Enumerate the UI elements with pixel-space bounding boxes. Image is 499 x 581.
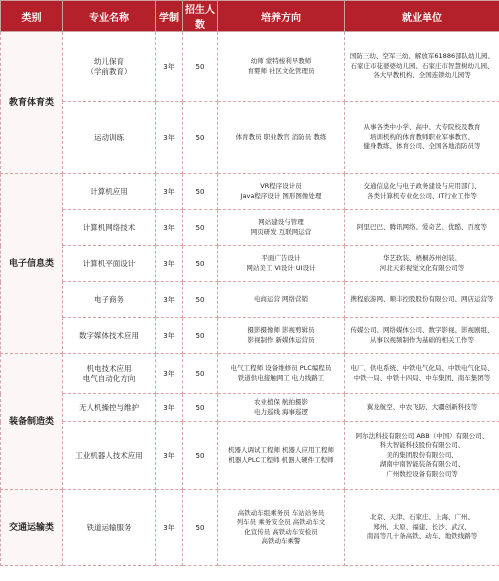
text-line: 阿里巴巴、腾讯网络、爱奇艺、优酷、百度等 xyxy=(357,222,487,231)
direction-cell xyxy=(218,32,345,102)
text-line: 健身教练、体育公司、全国各地消防员等 xyxy=(363,142,481,151)
text-line: 网页研发 互联网运营 xyxy=(250,227,312,236)
table-row xyxy=(1,102,499,174)
text-line: 高铁动车乘警 xyxy=(261,537,301,545)
major-cell xyxy=(63,174,156,210)
text-line: 各大早教机构、全国连锁幼儿园等 xyxy=(373,71,471,80)
employers-cell xyxy=(345,490,499,566)
text-line: 从事以视频制作为基础的相关工作等 xyxy=(370,335,474,344)
years-cell: 3年 xyxy=(156,394,183,422)
years-cell: 3年 xyxy=(156,210,183,246)
years-cell: 3年 xyxy=(156,102,183,174)
direction-cell xyxy=(218,246,345,282)
header-row xyxy=(1,1,499,32)
text-line: 从事各类中小学、高中、大专院校及教育 xyxy=(363,123,481,132)
years-cell: 3年 xyxy=(156,490,183,566)
table-row xyxy=(1,246,499,282)
text-line: 北京、天津、石家庄、上海、广州、 xyxy=(370,513,474,522)
table-row xyxy=(1,490,499,566)
count-cell: 50 xyxy=(183,174,218,210)
text-line: Java程序设计 图形图像处理 xyxy=(240,191,322,200)
employers-cell xyxy=(345,174,499,210)
category-cell: 交通运输类 xyxy=(1,490,63,566)
table-row xyxy=(1,394,499,422)
table-row xyxy=(1,210,499,246)
text-line: 机电技术应用 xyxy=(86,363,132,373)
major-cell xyxy=(63,422,156,490)
employers-cell xyxy=(345,32,499,102)
text-line: 无人机操控与维护 xyxy=(79,402,139,412)
count-cell: 50 xyxy=(183,32,218,102)
text-line: 华艺软装、梧桐苏州创装、 xyxy=(383,254,461,262)
text-line: 河北天彩视觉文化有限公司等 xyxy=(379,263,465,272)
employers-cell xyxy=(345,246,499,282)
years-cell: 3年 xyxy=(156,422,183,490)
major-cell xyxy=(63,394,156,422)
text-line: 机器人PLC工程师 机器人硬件工程师 xyxy=(228,455,334,464)
direction-cell xyxy=(218,490,345,566)
direction-cell xyxy=(218,318,345,354)
employers-cell xyxy=(345,394,499,422)
text-line: 电气工程师 设备维修员 PLC编程员 xyxy=(230,364,332,372)
years-cell: 3年 xyxy=(156,354,183,394)
direction-cell xyxy=(218,174,345,210)
direction-cell xyxy=(218,282,345,318)
text-line: 科大智能科技股份有限公司、 xyxy=(379,441,465,450)
text-line: 计算机平面设计 xyxy=(82,258,136,268)
table-row xyxy=(1,282,499,318)
table-row xyxy=(1,354,499,394)
text-line: 交通信息化与电子政务建设与应用部门、 xyxy=(363,182,481,190)
direction-cell xyxy=(218,354,345,394)
category-cell: 教育体育类 xyxy=(1,32,63,174)
count-cell: 50 xyxy=(183,210,218,246)
text-line: 传媒公司、网络媒体公司、数字影视、影视剧组、 xyxy=(350,326,494,334)
text-line: 电商运营 网络营销 xyxy=(253,294,309,303)
text-line: 中铁一局、中铁十四局、中车集团、南车集团等 xyxy=(353,373,491,382)
category-cell: 装备制造类 xyxy=(1,354,63,490)
employers-cell xyxy=(345,354,499,394)
count-cell: 50 xyxy=(183,394,218,422)
text-line: 电厂、供电系统、中铁电气化局、中铁电气化局、 xyxy=(350,364,494,372)
employers-cell xyxy=(345,282,499,318)
count-cell: 50 xyxy=(183,246,218,282)
major-cell xyxy=(63,102,156,174)
employers-cell xyxy=(345,318,499,354)
text-line: 阿尔法科技有限公司 ABB（中国）有限公司、 xyxy=(355,431,489,440)
count-cell: 50 xyxy=(183,102,218,174)
table-row xyxy=(1,32,499,102)
text-line: 平面广告设计 xyxy=(261,254,301,262)
count-cell: 50 xyxy=(183,282,218,318)
table-row xyxy=(1,422,499,490)
table-row xyxy=(1,318,499,354)
table-body xyxy=(1,32,499,566)
text-line: VR程序设计员 xyxy=(260,182,302,190)
major-cell xyxy=(63,354,156,394)
years-cell: 3年 xyxy=(156,246,183,282)
count-cell: 50 xyxy=(183,318,218,354)
direction-cell xyxy=(218,102,345,174)
table-row xyxy=(1,174,499,210)
text-line: 各类计算机专业化公司、IT行业工作等 xyxy=(367,191,477,200)
header-employers: 就业单位 xyxy=(345,1,499,32)
years-cell: 3年 xyxy=(156,32,183,102)
text-line: 计算机网络技术 xyxy=(82,222,136,232)
text-line: 南昌等几十条高铁、动车、地铁线路等 xyxy=(366,532,478,541)
text-line: 石家庄市花婆婆幼儿园、石家庄市智慧树幼儿园、 xyxy=(350,61,494,70)
major-cell xyxy=(63,490,156,566)
count-cell: 50 xyxy=(183,354,218,394)
major-cell xyxy=(63,282,156,318)
major-cell xyxy=(63,210,156,246)
employers-cell xyxy=(345,102,499,174)
text-line: 体育教员 职业教官 消防员 教练 xyxy=(235,132,327,141)
text-line: 化宣传员 高铁动车安检员 xyxy=(244,527,318,536)
header-category: 类别 xyxy=(1,1,63,32)
text-line: 计算机应用 xyxy=(90,186,128,196)
text-line: 网站建设与管理 xyxy=(258,218,304,226)
employers-cell xyxy=(345,422,499,490)
text-line: （学前教育） xyxy=(86,66,132,76)
text-line: 运动训练 xyxy=(94,132,124,142)
text-line: 机器人调试工程师 机器人应用工程师 xyxy=(227,446,335,454)
count-cell: 50 xyxy=(183,422,218,490)
direction-cell xyxy=(218,422,345,490)
years-cell: 3年 xyxy=(156,174,183,210)
text-line: 工业机器人技术应用 xyxy=(75,450,143,460)
header-direction: 培养方向 xyxy=(218,1,345,32)
text-line: 农业植保 航拍摄影 xyxy=(253,398,309,406)
text-line: 列车员 乘务安全员 高铁动车文 xyxy=(236,518,326,526)
category-cell: 电子信息类 xyxy=(1,174,63,354)
text-line: 电子商务 xyxy=(94,294,124,304)
text-line: 培训机构的体育教师职业军事教官、 xyxy=(370,132,474,141)
years-cell: 3年 xyxy=(156,318,183,354)
text-line: 幼儿保育 xyxy=(94,56,124,66)
major-cell xyxy=(63,32,156,102)
major-cell xyxy=(63,318,156,354)
text-line: 广州数控设备有限公司等 xyxy=(386,469,458,478)
years-cell: 3年 xyxy=(156,282,183,318)
text-line: 电力巡线 海事巡逻 xyxy=(253,407,309,416)
text-line: 高铁动车组乘务员 车站站务员 xyxy=(237,508,325,517)
header-years: 学制 xyxy=(156,1,183,32)
header-major: 专业名称 xyxy=(63,1,156,32)
text-line: 数字媒体技术应用 xyxy=(79,330,139,340)
text-line: 育婴师 社区文化管理员 xyxy=(247,66,315,75)
text-line: 郑州、太原、福建、长沙、武汉、 xyxy=(373,522,471,531)
text-line: 电气自动化方向 xyxy=(82,373,136,383)
text-line: 铁道运输服务 xyxy=(86,522,132,532)
text-line: 美的集团股份有限公司、 xyxy=(386,450,458,459)
text-line: 幼师 蒙特梭利早教师 xyxy=(250,57,312,65)
text-line: 国防三幼、空军三幼、解放军61886部队幼儿园、 xyxy=(349,52,495,61)
text-line: 湖南中南智能装备有限公司、 xyxy=(379,460,465,469)
header-count: 招生人数 xyxy=(183,1,218,32)
count-cell: 50 xyxy=(183,490,218,566)
text-line: 铁道供电接触网工 电力线路工 xyxy=(237,373,325,382)
employers-cell xyxy=(345,210,499,246)
text-line: 影视制作 新媒体运营员 xyxy=(247,335,315,344)
text-line: 网站美工 VI设计 UI设计 xyxy=(246,263,316,272)
major-cell xyxy=(63,246,156,282)
text-line: 翼龙航空、中农飞防、大疆创新科技等 xyxy=(366,402,478,411)
direction-cell xyxy=(218,210,345,246)
text-line: 摄影摄像师 影视剪辑员 xyxy=(247,326,315,334)
direction-cell xyxy=(218,394,345,422)
text-line: 携程旅游网、顺丰控股股份有限公司、网店运营等 xyxy=(350,294,494,303)
